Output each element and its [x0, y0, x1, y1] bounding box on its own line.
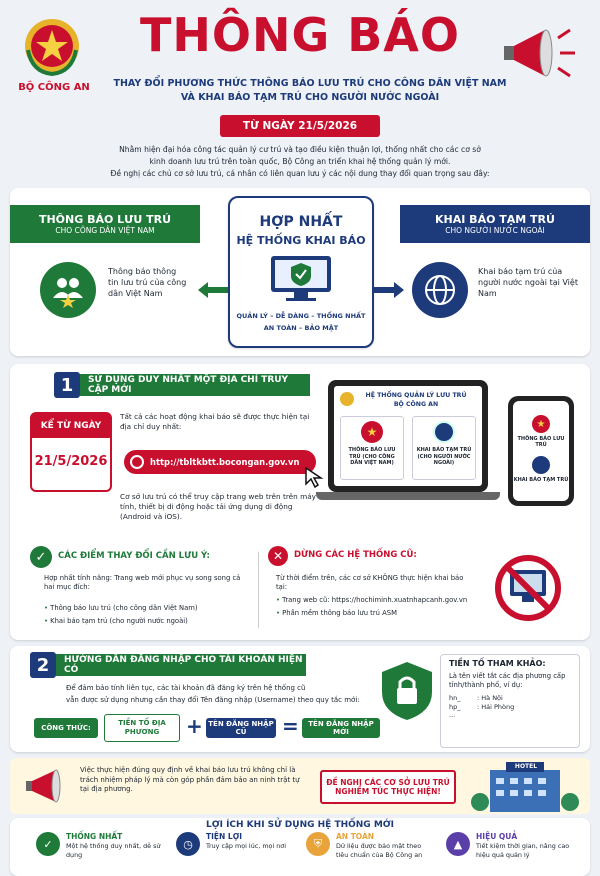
calendar-icon — [30, 412, 112, 492]
page-title: THÔNG BÁO — [139, 8, 461, 62]
s1-text-1: Tất cả các hoạt động khai báo sẽ được thực hiện tại địa chỉ duy nhất: — [120, 412, 310, 431]
center-title-1: HỢP NHẤT — [259, 214, 343, 230]
cursor-icon — [304, 466, 324, 488]
section-1-number: 1 — [54, 372, 80, 398]
section-1-header — [80, 374, 310, 396]
clock-icon: ◷ — [176, 832, 200, 856]
benefit-1 — [36, 832, 166, 876]
ref-key-1: hn_ — [449, 694, 461, 702]
ref-key-2: hp_ — [449, 702, 461, 711]
left-ribbon-title: THÔNG BÁO LƯU TRÚ — [38, 213, 172, 226]
ref-more: ... — [449, 711, 456, 719]
changes-box — [30, 546, 250, 632]
stop-text: Từ thời điểm trên, các cơ sở KHÔNG thực hiện khai báo tại: — [276, 574, 464, 591]
old-username-box: TÊN ĐĂNG NHẬP CŨ — [206, 718, 276, 738]
ref-title: TIỀN TỐ THAM KHẢO: — [449, 659, 546, 668]
stop-item: • Phần mềm thông báo lưu trú ASM — [276, 607, 480, 620]
growth-chart-icon: ▲ — [446, 832, 470, 856]
request-line-2: NGHIÊM TÚC THỰC HIỆN! — [335, 787, 441, 796]
right-ribbon-title: KHAI BÁO TẠM TRÚ — [435, 213, 555, 226]
laptop-title-1: HỆ THỐNG QUẢN LÝ LƯU TRÚ — [365, 392, 467, 399]
center-tag-2: AN TOÀN – BẢO MẬT — [263, 324, 339, 332]
passport-globe-icon — [433, 421, 455, 443]
section-1-title: SỬ DỤNG DUY NHẤT MỘT ĐỊA CHỈ TRUY CẬP MỚI — [88, 375, 289, 395]
left-ribbon — [10, 205, 200, 243]
changes-list — [44, 602, 250, 628]
benefit-3-desc: Dữ liệu được bảo mật theo tiêu chuẩn của Bộ Công an — [336, 842, 423, 859]
ref-value-1: : Hà Nội — [477, 694, 503, 702]
request-line-1: ĐỀ NGHỊ CÁC CƠ SỞ LƯU TRÚ — [326, 778, 450, 787]
section-2-title: HƯỚNG DẪN ĐĂNG NHẬP CHO TÀI KHOẢN HIỆN CÓ — [64, 655, 303, 675]
benefits-title: LỢI ÍCH KHI SỬ DỤNG HỆ THỐNG MỚI — [205, 820, 394, 830]
date-ribbon: TỪ NGÀY 21/5/2026 — [220, 115, 380, 137]
stop-list — [276, 594, 480, 620]
left-arrow-icon — [198, 280, 228, 300]
left-desc: Thông báo thông tin lưu trú của công dân Việt Nam — [108, 267, 187, 298]
right-desc: Khai báo tạm trú của người nước ngoài tại Việt Nam — [478, 267, 578, 298]
section-2-number: 2 — [30, 652, 56, 678]
police-emblem-icon — [22, 16, 82, 78]
formula-label: CÔNG THỨC: — [34, 718, 98, 738]
changes-text: Hợp nhất tính năng: Trang web mới phục vụ song song cả hai mục đích: — [44, 574, 241, 591]
s1-text-2: Cơ sở lưu trú có thể truy cập trang web trên trên máy tính, thiết bị di động hoặc tải ứng dụng di động (Android và iOS). — [120, 492, 316, 521]
x-circle-icon: ✕ — [268, 546, 288, 566]
plus-sign: + — [186, 714, 203, 738]
benefit-2-desc: Truy cập mọi lúc, mọi nơi — [206, 842, 286, 850]
stop-item: • Trang web cũ: https://hochiminh.xuatnhapcanh.gov.vn — [276, 594, 480, 607]
benefit-4-desc: Tiết kiệm thời gian, nâng cao hiệu quả quản lý — [476, 842, 570, 859]
phone-star-icon: ★ — [532, 415, 550, 433]
prefix-reference — [440, 654, 580, 748]
people-icon — [40, 262, 96, 318]
globe-small-icon — [130, 455, 144, 469]
prefix-box: TIỀN TỐ ĐỊA PHƯƠNG — [104, 714, 180, 742]
intro-line-2: kinh doanh lưu trú trên toàn quốc, Bộ Công an triển khai hệ thống quản lý mới. — [149, 157, 451, 166]
laptop-mockup — [328, 380, 488, 492]
laptop-option-1[interactable] — [340, 416, 404, 480]
request-box — [320, 770, 456, 804]
laptop-option-2[interactable] — [412, 416, 476, 480]
changes-title: CÁC ĐIỂM THAY ĐỔI CẦN LƯU Ý: — [58, 551, 210, 561]
section-2-header — [56, 654, 306, 676]
no-computer-icon — [488, 552, 568, 624]
vn-star-icon: ★ — [361, 421, 383, 443]
right-ribbon — [400, 205, 590, 243]
laptop-title-2: BỘ CÔNG AN — [393, 401, 439, 408]
ref-value-2: : Hải Phòng — [477, 702, 515, 711]
intro-line-3: Đề nghị các chủ cơ sở lưu trú, cá nhân có liên quan lưu ý các nội dung thay đổi quan trọng sau đây: — [110, 169, 490, 178]
benefit-2 — [176, 832, 296, 876]
lock-shield-icon — [380, 660, 434, 722]
new-username-box: TÊN ĐĂNG NHẬP MỚI — [302, 718, 380, 738]
org-name: BỘ CÔNG AN — [18, 82, 90, 93]
subtitle-line-1: THAY ĐỔI PHƯƠNG THỨC THÔNG BÁO LƯU TRÚ CHO CÔNG DÂN VIỆT NAM — [113, 78, 507, 89]
benefit-1-title: THỐNG NHẤT — [66, 832, 123, 841]
phone-option-1[interactable]: THÔNG BÁO LƯU TRÚ — [517, 436, 565, 448]
ref-text: Là tên viết tắt các địa phương cấp tỉnh/thành phố, ví dụ: — [449, 672, 566, 689]
url-text[interactable]: http://tbltkbtt.bocongan.gov.vn — [150, 457, 300, 467]
laptop-base — [316, 492, 500, 500]
stop-box — [268, 546, 478, 632]
megaphone-small-icon — [24, 764, 74, 808]
stop-title: DỪNG CÁC HỆ THỐNG CŨ: — [294, 550, 417, 560]
warning-text: Việc thực hiện đúng quy định về khai báo lưu trú không chỉ là trách nhiệm pháp lý mà còn góp phần đảm bảo an ninh trật tự tại địa phương. — [80, 766, 300, 793]
changes-item: • Khai báo tạm trú (cho người nước ngoài) — [44, 615, 250, 628]
benefit-2-title: TIỆN LỢI — [206, 832, 243, 841]
shield-icon: ⛨ — [306, 832, 330, 856]
phone-globe-icon — [532, 456, 550, 474]
benefit-3 — [306, 832, 436, 876]
divider — [258, 552, 259, 628]
subtitle-line-2: VÀ KHAI BÁO TẠM TRÚ CHO NGƯỜI NƯỚC NGOÀI — [180, 92, 440, 103]
phone-mockup — [508, 396, 574, 506]
right-ribbon-sub: CHO NGƯỜI NƯỚC NGOÀI — [445, 226, 545, 235]
monitor-shield-icon — [266, 254, 336, 304]
center-title-2: HỆ THỐNG KHAI BÁO — [236, 234, 366, 247]
benefit-3-title: AN TOÀN — [336, 832, 375, 841]
laptop-option-1-label: THÔNG BÁO LƯU TRÚ (CHO CÔNG DÂN VIỆT NAM) — [348, 447, 396, 466]
intro-line-1: Nhằm hiện đại hóa công tác quản lý cư trú và tạo điều kiện thuận lợi, thống nhất cho các cơ sở — [119, 145, 481, 154]
globe-icon — [412, 262, 468, 318]
calendar-date: 21/5/2026 — [34, 454, 108, 469]
changes-item: • Thông báo lưu trú (cho công dân Việt Nam) — [44, 602, 250, 615]
s2-text-1: Để đảm bảo tính liên tục, các tài khoản đã đăng ký trên hệ thống cũ — [66, 684, 306, 692]
hotel-sign: HOTEL — [514, 763, 538, 770]
left-ribbon-sub: CHO CÔNG DÂN VIỆT NAM — [55, 226, 155, 235]
laptop-option-2-label: KHAI BÁO TẠM TRÚ (CHO NGƯỜI NƯỚC NGOÀI) — [416, 447, 472, 466]
phone-option-2[interactable]: KHAI BÁO TẠM TRÚ — [513, 477, 569, 483]
calendar-label: KỂ TỪ NGÀY — [32, 414, 110, 438]
center-tag-1: QUẢN LÝ – DỄ DÀNG – THỐNG NHẤT — [236, 312, 366, 320]
equals-sign: = — [282, 714, 299, 738]
benefit-4 — [446, 832, 586, 876]
monitor-check-icon: ✓ — [36, 832, 60, 856]
s2-text-2: vẫn được sử dụng nhưng cần thay đổi Tên đăng nhập (Username) theo quy tắc mới: — [66, 696, 360, 704]
check-circle-icon: ✓ — [30, 546, 52, 568]
benefit-4-title: HIỆU QUẢ — [476, 832, 518, 841]
url-bar[interactable] — [124, 450, 316, 474]
benefit-1-desc: Một hệ thống duy nhất, dễ sử dụng — [66, 842, 161, 859]
right-arrow-icon — [374, 280, 404, 300]
